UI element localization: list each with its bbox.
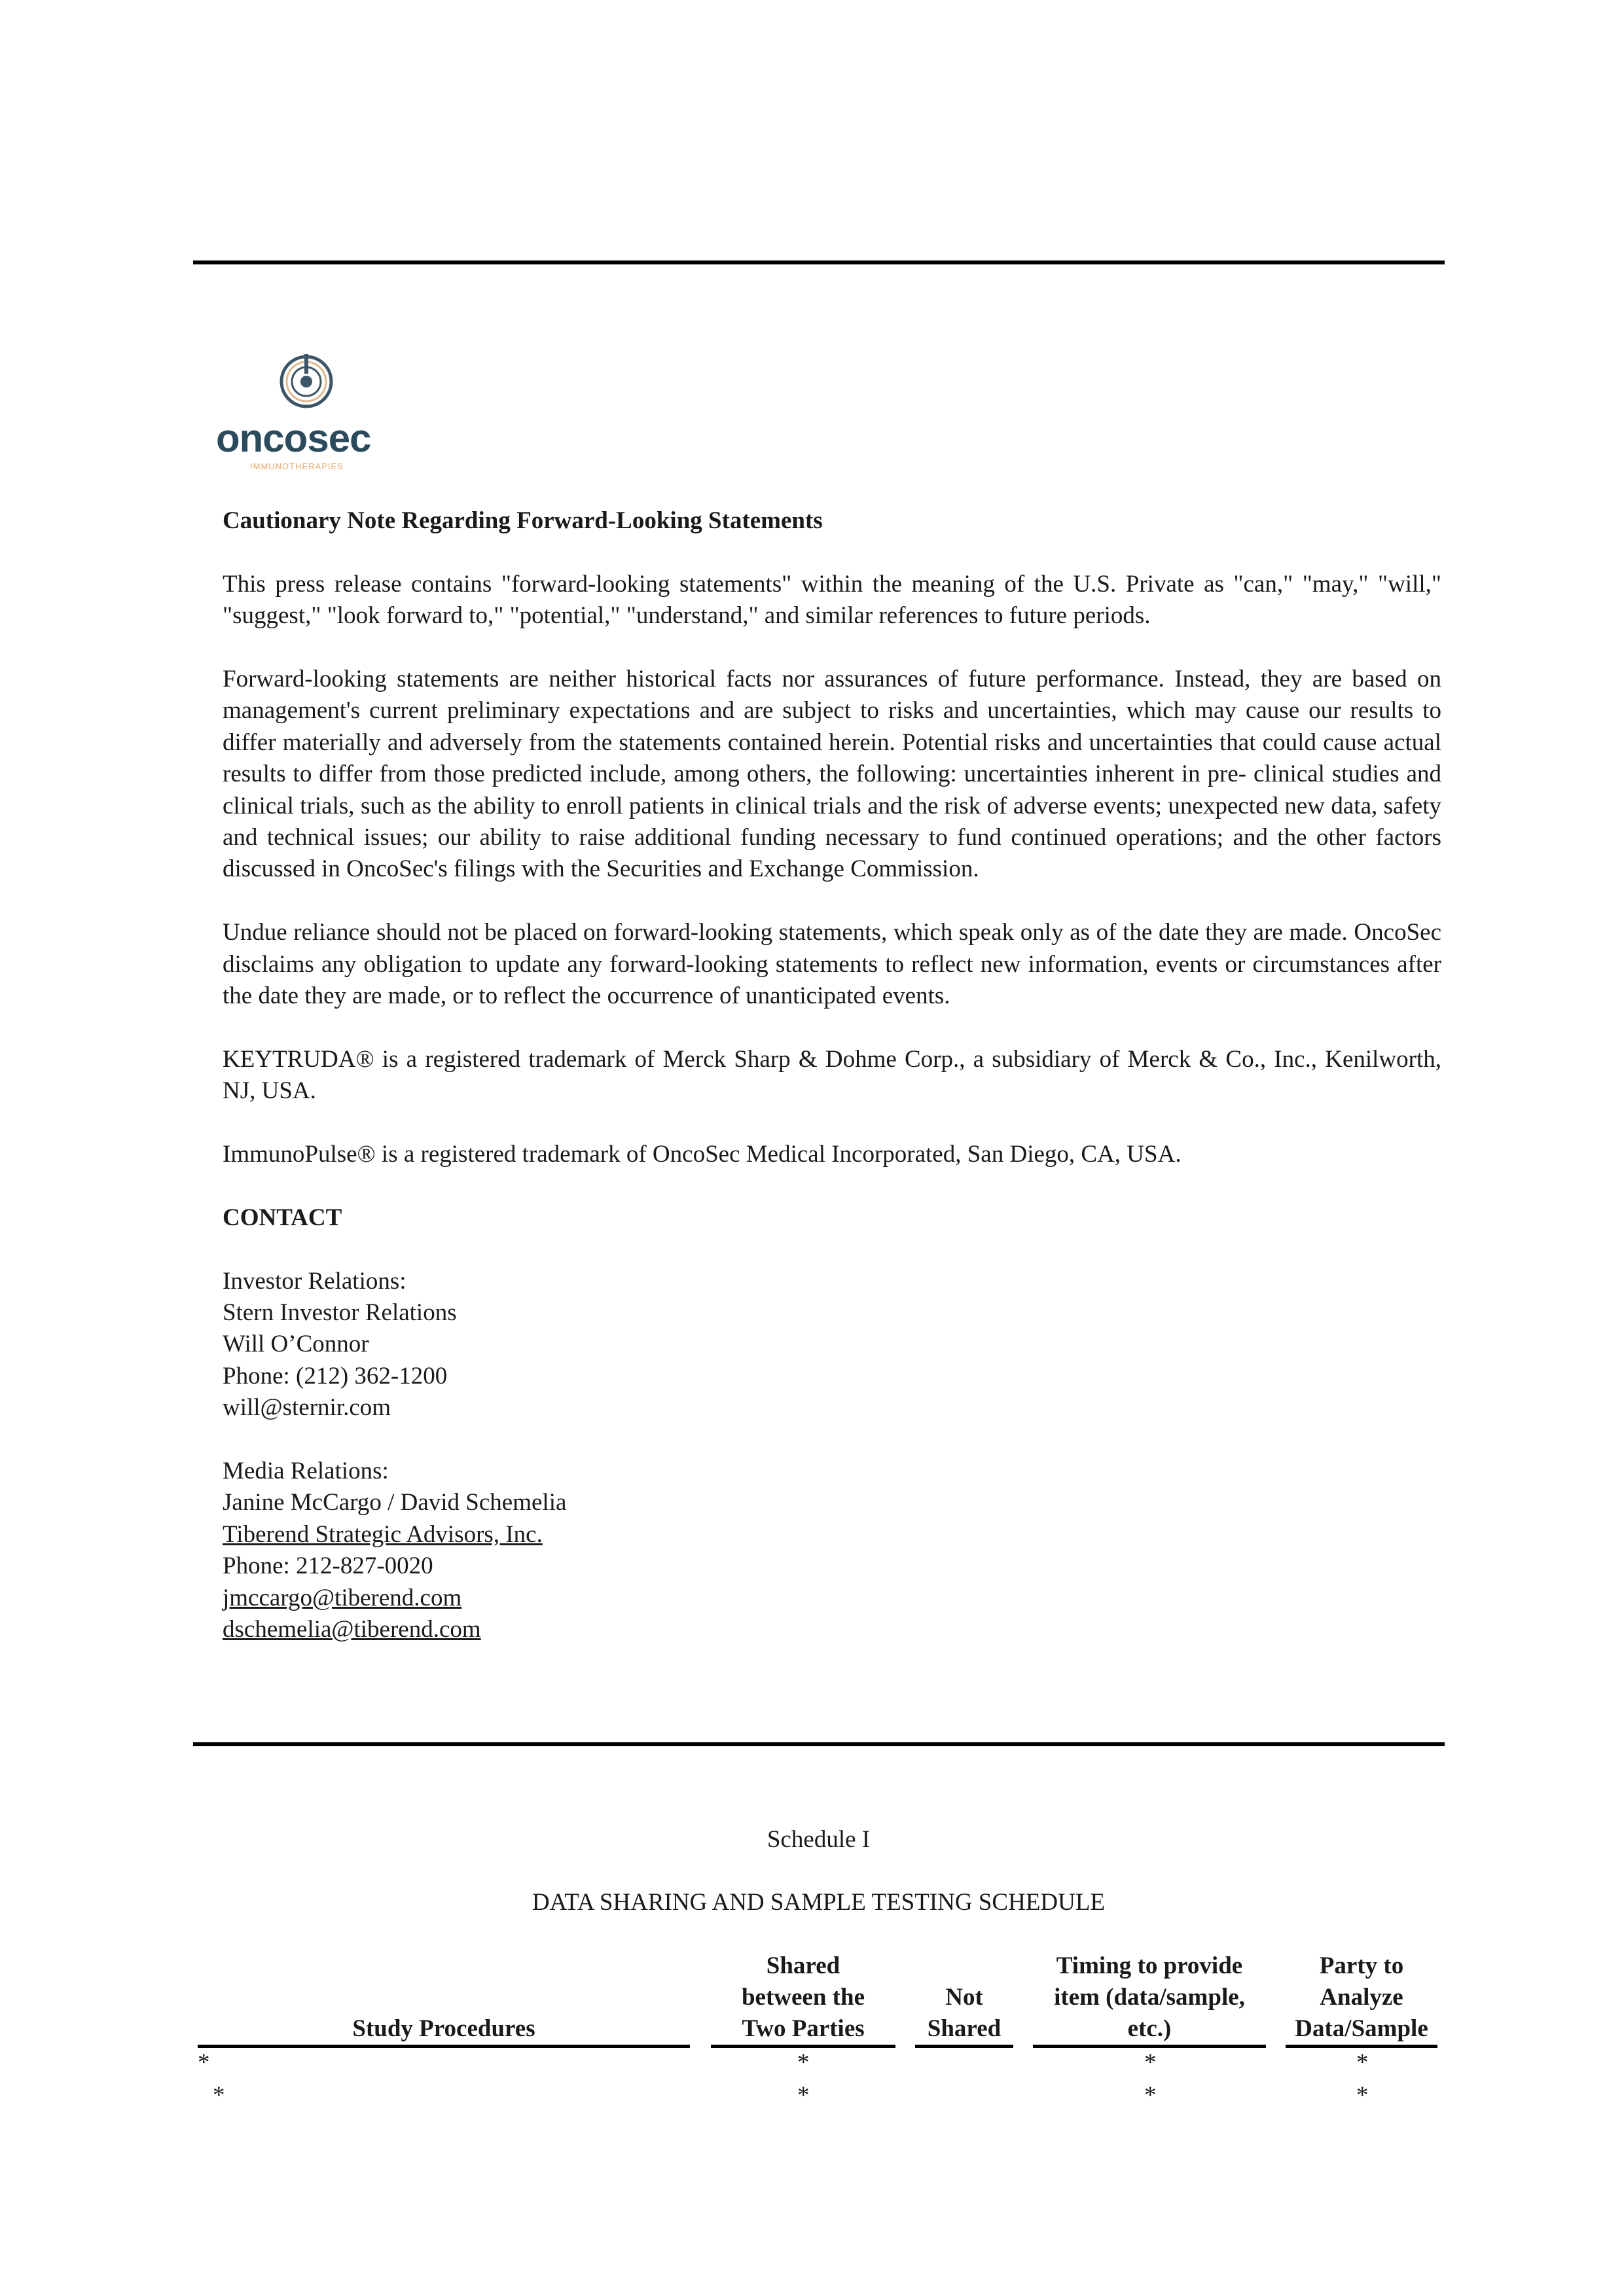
- logo-wordmark: oncosec: [216, 416, 371, 460]
- immunopulse-trademark-paragraph: ImmunoPulse® is a registered trademark of OncoSec Medical Incorporated, San Diego, CA, USA.: [223, 1141, 1182, 1168]
- keytruda-trademark-paragraph: KEYTRUDA® is a registered trademark of Merck Sharp & Dohme Corp., a subsidiary of Merck & Co., Inc., Kenilworth, NJ, USA.: [223, 1045, 1441, 1105]
- media-relations-block: [223, 1456, 1441, 1645]
- section-divider-rule: [193, 1742, 1445, 1746]
- media-relations-label: Media Relations:: [223, 1458, 389, 1485]
- media-firm-link[interactable]: Tiberend Strategic Advisors, Inc.: [223, 1520, 543, 1548]
- column-header-study-procedures: Study Procedures: [198, 2013, 690, 2048]
- cautionary-paragraph-1: This press release contains "forward-looking statements" within the meaning of the U.S. Private as "can," "may," "will," "suggest," "look forward to," "potential," "understand," and similar references to future periods.: [223, 570, 1441, 630]
- cautionary-heading: Cautionary Note Regarding Forward-Looking Statements: [223, 507, 823, 534]
- investor-relations-label: Investor Relations:: [223, 1267, 406, 1295]
- media-phone: Phone: 212-827-0020: [223, 1552, 433, 1580]
- media-email-link-2[interactable]: dschemelia@tiberend.com: [223, 1616, 481, 1643]
- column-header-shared: Shared between the Two Parties: [711, 1950, 895, 2048]
- cautionary-paragraph-3: Undue reliance should not be placed on forward-looking statements, which speak only as of the date they are made. OncoSec disclaims any obligation to update any forward-looking statements to reflect new information, events or circumstances after the date they are made, or to reflect the occurrence of unanticipated events.: [223, 919, 1441, 1010]
- cautionary-paragraph-2: Forward-looking statements are neither historical facts nor assurances of future performance. Instead, they are based on management's current preliminary expectations and are subject to risks and uncertainties, which may cause our results to differ materially and adversely from the statements contained herein. Potential risks and uncertainties that could cause actual results to differ from those predicted include, among others, the following: uncertainties inherent in pre- clinical studies and clinical trials, such as the ability to enroll patients in clinical trials and the risk of adverse events; unexpected new data, safety and technical issues; our ability to raise additional funding necessary to fund continued operations; and the other factors discussed in OncoSec's filings with the Securities and Exchange Commission.: [223, 666, 1441, 883]
- schedule-title: Schedule I: [767, 1826, 871, 1853]
- investor-contact-name: Will O’Connor: [223, 1331, 369, 1358]
- table-row-2-party: *: [1356, 2082, 1369, 2109]
- table-row-1-party: *: [1356, 2049, 1369, 2076]
- media-email-link-1[interactable]: jmccargo@tiberend.com: [223, 1584, 462, 1611]
- schedule-subtitle: DATA SHARING AND SAMPLE TESTING SCHEDULE: [532, 1889, 1106, 1916]
- column-header-timing: Timing to provide item (data/sample, etc.): [1033, 1950, 1266, 2048]
- investor-email: will@sternir.com: [223, 1394, 391, 1422]
- table-row-2-timing: *: [1144, 2082, 1157, 2109]
- column-header-party: Party to Analyze Data/Sample: [1286, 1950, 1437, 2048]
- press-release-body: [223, 505, 1441, 1646]
- table-row-2-study: *: [213, 2082, 225, 2109]
- investor-relations-block: [223, 1266, 1441, 1424]
- logo-tagline: IMMUNOTHERAPIES: [250, 461, 344, 471]
- target-emblem-icon: [278, 350, 334, 413]
- top-horizontal-rule: [193, 260, 1445, 264]
- investor-phone: Phone: (212) 362-1200: [223, 1362, 448, 1390]
- column-header-not-shared: Not Shared: [915, 1982, 1013, 2048]
- media-contact-names: Janine McCargo / David Schemelia: [223, 1489, 567, 1516]
- table-row-2-shared: *: [797, 2082, 810, 2109]
- contact-heading: CONTACT: [223, 1204, 342, 1231]
- table-row-1-shared: *: [797, 2049, 810, 2076]
- investor-firm: Stern Investor Relations: [223, 1299, 457, 1327]
- oncosec-logo: [216, 350, 393, 471]
- table-row-1-study: *: [198, 2049, 210, 2076]
- table-row-1-timing: *: [1144, 2049, 1157, 2076]
